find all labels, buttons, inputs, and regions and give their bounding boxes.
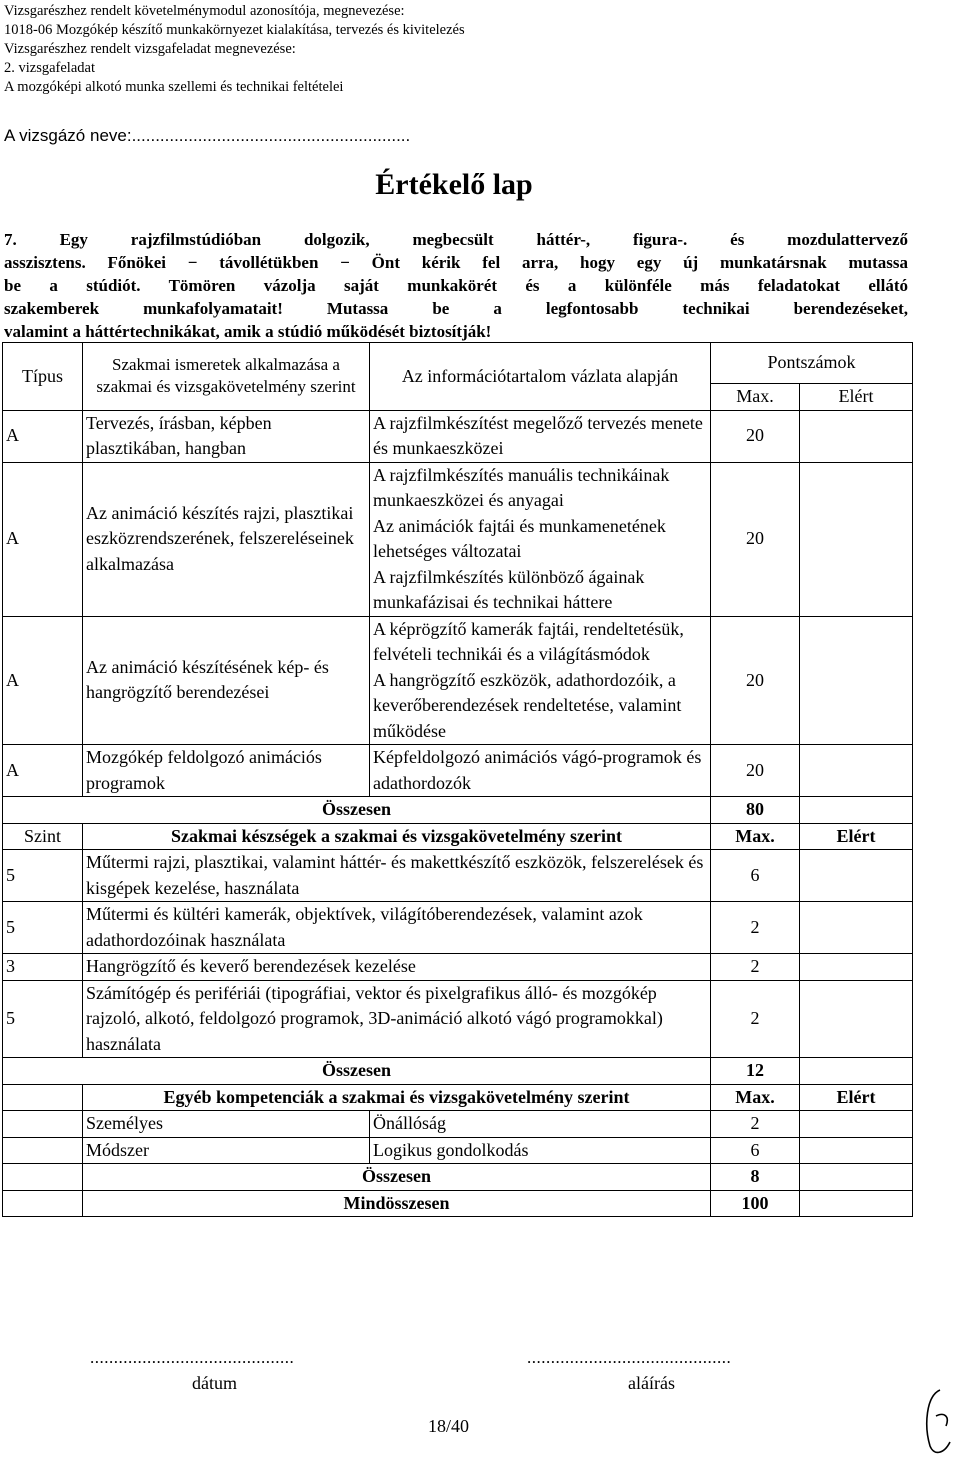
knowledge-cell: Tervezés, írásban, képben plasztikában, hangban xyxy=(83,410,370,462)
achieved-cell[interactable] xyxy=(800,980,913,1058)
table-row xyxy=(3,1111,913,1138)
achieved-cell[interactable] xyxy=(800,1137,913,1164)
task-description xyxy=(4,228,908,343)
competency-cell: Önállóság xyxy=(370,1111,711,1138)
category-cell: Személyes xyxy=(83,1111,370,1138)
knowledge-cell: Az animáció készítésének kép- és hangrögzítő berendezései xyxy=(83,616,370,745)
section-header-row xyxy=(3,823,913,850)
achieved-cell[interactable] xyxy=(800,902,913,954)
achieved-cell[interactable] xyxy=(800,954,913,981)
task-line: asszisztens. Főnökei − távollétükben − Önt kérik fel arra, hogy egy új munkatársnak mutassa xyxy=(4,253,908,272)
type-cell: A xyxy=(3,410,83,462)
task-line: 7. Egy rajzfilmstúdióban dolgozik, megbecsült háttér-, figura-. és mozdulattervező xyxy=(4,230,908,249)
grand-total-achieved[interactable] xyxy=(800,1190,913,1217)
content-item: A képrögzítő kamerák fajtái, rendeltetésük, felvételi technikái és a világításmódok xyxy=(373,618,684,664)
section-title: Szakmai készségek a szakmai és vizsgakövetelmény szerint xyxy=(83,823,711,850)
knowledge-cell: Mozgókép feldolgozó animációs programok xyxy=(83,745,370,797)
col-header-max: Max. xyxy=(711,1084,800,1111)
content-cell xyxy=(370,616,711,745)
achieved-cell[interactable] xyxy=(800,850,913,902)
col-header-level: Szint xyxy=(3,823,83,850)
table-row xyxy=(3,410,913,462)
col-header-max: Max. xyxy=(711,823,800,850)
subtotal-achieved[interactable] xyxy=(800,797,913,824)
header-line: A mozgóképi alkotó munka szellemi és technikai feltételei xyxy=(4,79,344,95)
col-header-points: Pontszámok xyxy=(711,343,913,384)
knowledge-cell: Az animáció készítés rajzi, plasztikai eszközrendszerének, felszereléseinek alkalmazása xyxy=(83,462,370,616)
category-cell: Módszer xyxy=(83,1137,370,1164)
empty-cell xyxy=(3,1137,83,1164)
document-header xyxy=(4,2,465,97)
type-cell: A xyxy=(3,616,83,745)
empty-cell xyxy=(3,1111,83,1138)
level-cell: 5 xyxy=(3,902,83,954)
subtotal-achieved[interactable] xyxy=(800,1058,913,1085)
task-line: be a stúdiót. Tömören vázolja saját munkakörét és a különféle más feladatokat ellátó xyxy=(4,276,908,295)
col-header-knowledge: Szakmai ismeretek alkalmazása a szakmai és vizsgakövetelmény szerint xyxy=(83,343,370,411)
level-cell: 5 xyxy=(3,850,83,902)
content-item: A hangrögzítő eszközök, adathordozóik, a keverőberendezések rendeltetése, valamint működése xyxy=(373,669,682,741)
achieved-cell[interactable] xyxy=(800,462,913,616)
empty-cell xyxy=(3,1190,83,1217)
table-row xyxy=(3,616,913,745)
achieved-cell[interactable] xyxy=(800,1111,913,1138)
empty-cell xyxy=(3,1084,83,1111)
header-line: 1018-06 Mozgókép készítő munkakörnyezet kialakítása, tervezés és kivitelezés xyxy=(4,22,465,38)
type-cell: A xyxy=(3,462,83,616)
col-header-type: Típus xyxy=(3,343,83,411)
subtotal-achieved[interactable] xyxy=(800,1164,913,1191)
handwritten-mark-icon xyxy=(920,1386,956,1458)
table-row xyxy=(3,850,913,902)
content-item: A rajzfilmkészítés manuális technikáinak munkaeszközei és anyagai xyxy=(373,464,670,510)
level-cell: 5 xyxy=(3,980,83,1058)
table-row xyxy=(3,980,913,1058)
date-label: dátum xyxy=(192,1373,237,1393)
subtotal-max: 80 xyxy=(711,797,800,824)
task-line: szakemberek munkafolyamatait! Mutassa be a legfontosabb technikai berendezéseket, xyxy=(4,299,908,318)
max-cell: 20 xyxy=(711,462,800,616)
candidate-name-field: A vizsgázó neve:........................................................... xyxy=(4,126,411,145)
empty-cell xyxy=(3,1164,83,1191)
col-header-max: Max. xyxy=(711,384,800,411)
skill-cell: Hangrögzítő és keverő berendezések kezelése xyxy=(83,954,711,981)
subtotal-row xyxy=(3,1164,913,1191)
content-cell xyxy=(370,462,711,616)
max-cell: 2 xyxy=(711,980,800,1058)
table-row xyxy=(3,954,913,981)
signature-label: aláírás xyxy=(628,1373,675,1393)
max-cell: 20 xyxy=(711,616,800,745)
page-number: 18/40 xyxy=(428,1416,470,1436)
max-cell: 20 xyxy=(711,410,800,462)
achieved-cell[interactable] xyxy=(800,616,913,745)
header-line: Vizsgarészhez rendelt követelménymodul azonosítója, megnevezése: xyxy=(4,3,405,19)
subtotal-max: 8 xyxy=(711,1164,800,1191)
level-cell: 3 xyxy=(3,954,83,981)
max-cell: 6 xyxy=(711,850,800,902)
max-cell: 2 xyxy=(711,1111,800,1138)
skill-cell: Műtermi rajzi, plasztikai, valamint háttér- és makettkészítő eszközök, felszerelések és kisgépek kezelése, használata xyxy=(83,850,711,902)
content-cell xyxy=(370,410,711,462)
evaluation-table xyxy=(2,342,913,1217)
achieved-cell[interactable] xyxy=(800,745,913,797)
competency-cell: Logikus gondolkodás xyxy=(370,1137,711,1164)
subtotal-row xyxy=(3,1058,913,1085)
subtotal-row xyxy=(3,797,913,824)
max-cell: 20 xyxy=(711,745,800,797)
table-row xyxy=(3,462,913,616)
skill-cell: Számítógép és perifériái (tipográfiai, vektor és pixelgrafikus álló- és mozgókép rajzoló, alkotó, feldolgozó programok, 3D-animáció alkotó vágó programokkal) használata xyxy=(83,980,711,1058)
page-title: Értékelő lap xyxy=(375,168,533,201)
content-item: Képfeldolgozó animációs vágó-programok és adathordozók xyxy=(373,747,702,793)
date-line: ........................................... xyxy=(90,1348,295,1367)
col-header-achieved: Elért xyxy=(800,823,913,850)
task-line: valamint a háttértechnikákat, amik a stúdió működését biztosítják! xyxy=(4,322,492,341)
header-line: Vizsgarészhez rendelt vizsgafeladat megnevezése: xyxy=(4,41,296,57)
col-header-achieved: Elért xyxy=(800,384,913,411)
header-line: 2. vizsgafeladat xyxy=(4,60,95,76)
content-item: A rajzfilmkészítést megelőző tervezés menete és munkaeszközei xyxy=(373,412,703,458)
table-header-row xyxy=(3,343,913,384)
table-row xyxy=(3,1137,913,1164)
section-header-row xyxy=(3,1084,913,1111)
max-cell: 6 xyxy=(711,1137,800,1164)
subtotal-max: 12 xyxy=(711,1058,800,1085)
grand-total-row xyxy=(3,1190,913,1217)
max-cell: 2 xyxy=(711,954,800,981)
subtotal-label: Összesen xyxy=(3,797,711,824)
table-row xyxy=(3,745,913,797)
max-cell: 2 xyxy=(711,902,800,954)
achieved-cell[interactable] xyxy=(800,410,913,462)
type-cell: A xyxy=(3,745,83,797)
table-row xyxy=(3,902,913,954)
content-cell xyxy=(370,745,711,797)
grand-total-max: 100 xyxy=(711,1190,800,1217)
signature-line: ........................................... xyxy=(527,1348,732,1367)
section-title: Egyéb kompetenciák a szakmai és vizsgakövetelmény szerint xyxy=(83,1084,711,1111)
skill-cell: Műtermi és kültéri kamerák, objektívek, világítóberendezések, valamint azok adathordozóinak használata xyxy=(83,902,711,954)
subtotal-label: Összesen xyxy=(83,1164,711,1191)
col-header-content: Az információtartalom vázlata alapján xyxy=(370,343,711,411)
content-item: Az animációk fajtái és munkamenetének lehetséges változatai xyxy=(373,515,666,561)
content-item: A rajzfilmkészítés különböző ágainak munkafázisai és technikai háttere xyxy=(373,566,645,612)
grand-total-label: Mindösszesen xyxy=(83,1190,711,1217)
col-header-achieved: Elért xyxy=(800,1084,913,1111)
subtotal-label: Összesen xyxy=(3,1058,711,1085)
